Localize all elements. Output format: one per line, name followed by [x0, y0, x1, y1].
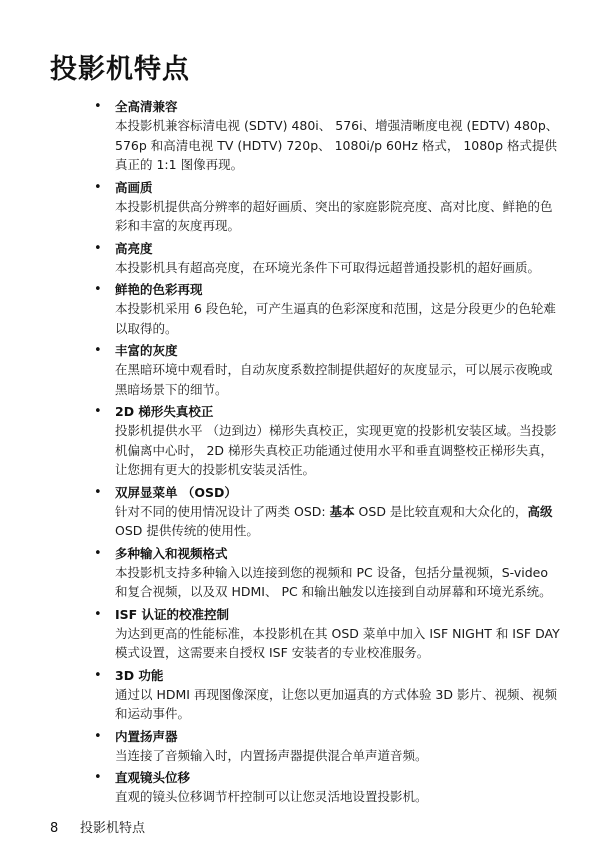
- feature-multiple-inputs: [92, 544, 562, 602]
- osd-desc-part-2: OSD 是比较直观和大众化的，: [354, 503, 528, 519]
- bullet-icon: •: [94, 606, 102, 622]
- feature-title: 鲜艳的色彩再现: [115, 282, 203, 297]
- feature-full-hd: [92, 97, 562, 175]
- bullet-icon: •: [94, 240, 102, 256]
- feature-rich-grayscale: [92, 341, 562, 399]
- feature-dual-osd: [92, 483, 562, 541]
- bullet-icon: •: [94, 484, 102, 500]
- bullet-icon: •: [94, 179, 102, 195]
- osd-basic-label: 基本: [329, 503, 355, 519]
- feature-title: 多种输入和视频格式: [115, 545, 228, 561]
- feature-isf-calibration: [92, 605, 562, 663]
- bullet-icon: •: [94, 99, 102, 114]
- bullet-icon: •: [94, 728, 102, 744]
- page-footer: [50, 820, 145, 838]
- bullet-icon: •: [94, 343, 102, 358]
- feature-title: 3D 功能: [115, 667, 164, 683]
- feature-description: 本投影机支持多种输入以连接到您的视频和 PC 设备，包括分量视频，S-video 和复合视频，以及双 HDMI、 PC 和输出触发以连接到自动屏幕和环境光系统。: [115, 564, 552, 599]
- footer-section-title: 投影机特点: [80, 821, 146, 836]
- feature-title: 高画质: [115, 179, 153, 195]
- feature-description: 投影机提供水平 （边到边）梯形失真校正，实现更宽的投影机安装区域。当投影机偏离中心时， 2D 梯形失真校正功能通过使用水平和垂直调整校正梯形失真，让您拥有更大的投影机安装灵活性。: [115, 423, 557, 477]
- bullet-icon: •: [94, 770, 102, 785]
- feature-list: [92, 97, 562, 810]
- feature-title: 全高清兼容: [115, 99, 178, 114]
- feature-description: 在黑暗环境中观看时，自动灰度系数控制提供超好的灰度显示，可以展示夜晚或黑暗场景下的细节。: [115, 362, 553, 397]
- feature-title: 直观镜头位移: [115, 770, 191, 785]
- feature-high-quality: [92, 178, 562, 236]
- feature-3d: [92, 666, 562, 724]
- bullet-icon: •: [94, 282, 102, 297]
- feature-description: 本投影机具有超高亮度，在环境光条件下可取得远超普通投影机的超好画质。: [115, 259, 541, 275]
- feature-lens-shift: [92, 768, 562, 807]
- page-number: 8: [50, 821, 59, 836]
- feature-2d-keystone: [92, 402, 562, 480]
- feature-title: 2D 梯形失真校正: [115, 404, 214, 419]
- feature-title: 高亮度: [115, 240, 153, 256]
- feature-description: 本投影机采用 6 段色轮，可产生逼真的色彩深度和范围，这是分段更少的色轮难以取得的。: [115, 301, 556, 336]
- feature-built-in-speaker: [92, 727, 562, 766]
- feature-description: 本投影机兼容标清电视 (SDTV) 480i、 576i、增强清晰度电视 (EDTV) 480p、 576p 和高清电视 TV (HDTV) 720p、 1080i/p 60Hz 格式， 1080p 格式提供真正的 1:1 图像再现。: [115, 118, 559, 172]
- feature-description: 当连接了音频输入时，内置扬声器提供混合单声道音频。: [115, 747, 428, 763]
- feature-high-brightness: [92, 239, 562, 278]
- bullet-icon: •: [94, 545, 102, 561]
- osd-desc-part-1: 针对不同的使用情况设计了两类 OSD:: [115, 503, 330, 519]
- feature-description: 本投影机提供高分辨率的超好画质、突出的家庭影院亮度、高对比度、鲜艳的色彩和丰富的灰度再现。: [115, 198, 553, 233]
- page-title: 投影机特点: [50, 54, 190, 85]
- feature-title: 双屏显菜单 （OSD）: [115, 484, 237, 500]
- feature-description: 直观的镜头位移调节杆控制可以让您灵活地设置投影机。: [115, 789, 428, 804]
- feature-title: 丰富的灰度: [115, 343, 178, 358]
- feature-description: [115, 502, 562, 541]
- feature-title: ISF 认证的校准控制: [115, 606, 230, 622]
- bullet-icon: •: [94, 667, 102, 683]
- feature-title: 内置扬声器: [115, 728, 178, 744]
- feature-description: 通过以 HDMI 再现图像深度，让您以更加逼真的方式体验 3D 影片、视频、视频和运动事件。: [115, 686, 557, 721]
- feature-vivid-color: [92, 280, 562, 338]
- osd-desc-part-3: OSD 提供传统的使用性。: [115, 523, 259, 538]
- bullet-icon: •: [94, 404, 102, 419]
- feature-description: 为达到更高的性能标准，本投影机在其 OSD 菜单中加入 ISF NIGHT 和 ISF DAY 模式设置，这需要来自授权 ISF 安装者的专业校准服务。: [115, 625, 560, 660]
- osd-advanced-label: 高级: [527, 503, 553, 519]
